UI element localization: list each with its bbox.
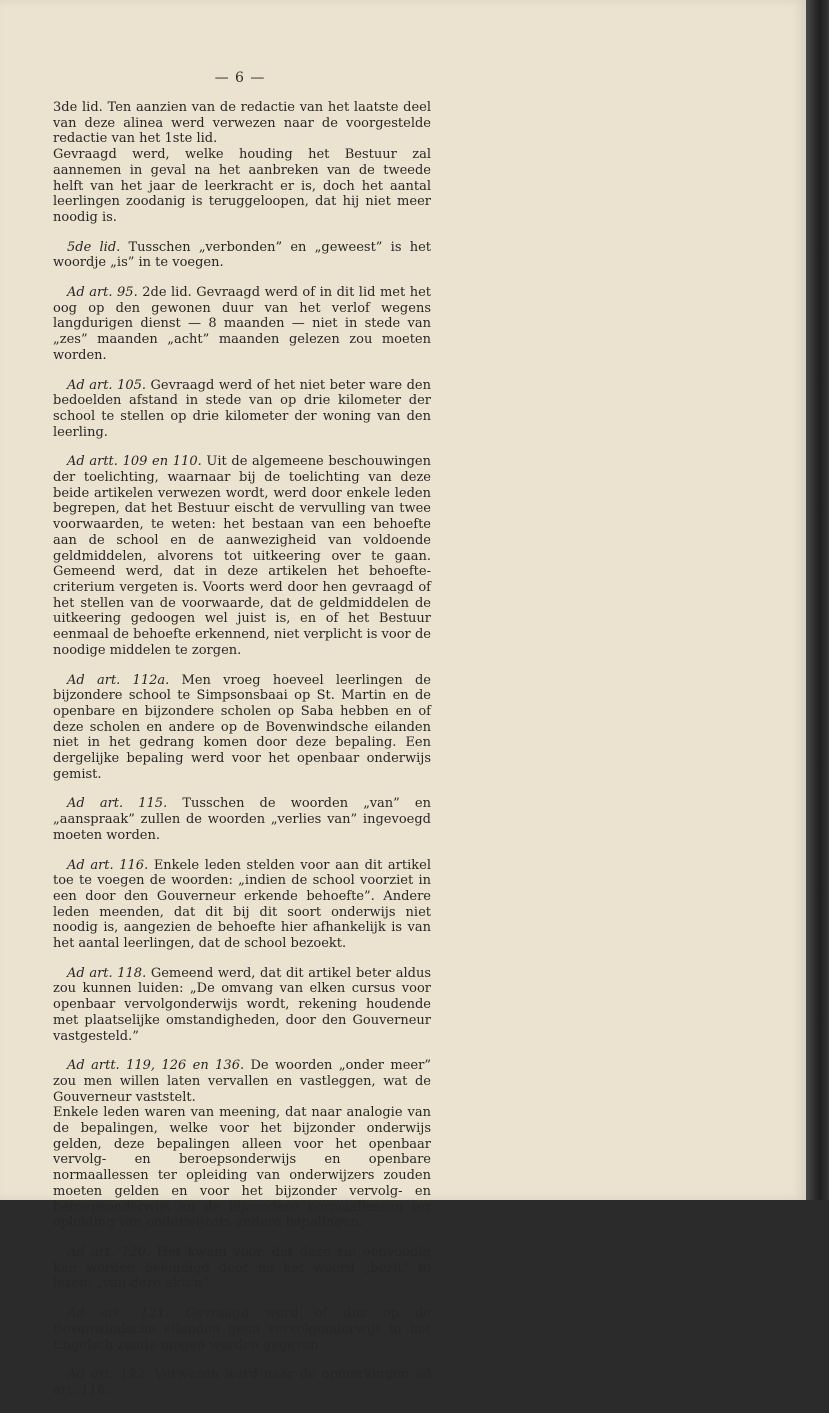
page-number: — 6 —: [214, 70, 266, 86]
article-reference: Ad art. 118.: [67, 965, 147, 981]
paragraph: Ad art. 95. 2de lid. Gevraagd werd of in dit lid met het oog op den gewonen duur van het verlof wegens langdurigen dienst — 8 maanden — niet in stede van „zes” maanden „acht” maanden gelezen zou moeten worden.: [53, 285, 431, 363]
article-reference: Ad art. 105.: [67, 377, 147, 393]
paragraph: Ad art. 121. Gevraagd werd of dus op de Bovenwindsche eilanden geen vervolgonderwijs in het Engelsch zoude mogen worden gegeven.: [53, 1306, 431, 1353]
paragraph: Ad art. 118. Gemeend werd, dat dit artikel beter aldus zou kunnen luiden: „De omvang van elken cursus voor openbaar vervolgonderwijs wordt, rekening houdende met plaatselijke omstandigheden, door den Gouverneur vastgesteld.”: [53, 965, 431, 1044]
paragraph: Ad art. 112a. Men vroeg hoeveel leerlingen de bijzondere school te Simpsonsbaai op St. Martin en de openbare en bijzondere scholen op Saba hebben en of deze scholen en andere op de Bovenwindsche eilanden niet in het gedrang komen door deze bepaling. Een dergelijke bepaling werd voor het openbaar onderwijs gemist.: [53, 672, 431, 782]
article-reference: Ad art. 120.: [67, 1245, 151, 1260]
paragraph: Ad art. 115. Tusschen de woorden „van” en „aanspraak” zullen de woorden „verlies van” ingevoegd moeten worden.: [53, 796, 431, 843]
article-reference: 5de lid.: [67, 239, 121, 255]
paragraph: Ad art. 120. Het kwam voor, dat deze zin eenvoudig kan worden beëindigd door na het woord „bezit” te lezen: „van deze akten”.: [53, 1245, 431, 1292]
article-reference: Ad art. 112a.: [67, 672, 170, 688]
article-reference: Ad art. 121.: [67, 1306, 170, 1322]
article-reference: Ad art. 116.: [67, 857, 149, 873]
paragraph: Ad artt. 109 en 110. Uit de algemeene beschouwingen der toelichting, waarnaar bij de toelichting van deze beide artikelen verwezen wordt, werd door enkele leden begrepen, dat het Bestuur eischt de vervulling van twee voorwaarden, te weten: het bestaan van een behoefte aan de school en de aanwezigheid van voldoende geldmiddelen, alvorens tot uitkeering over te gaan. Gemeend werd, dat in deze artikelen het behoefte-criterium vergeten is. Voorts werd door hen gevraagd of het stellen van de voorwaarde, dat de geldmiddelen de uitkeering gedoogen wel juist is, en of het Bestuur eenmaal de behoefte erkennend, niet verplicht is voor de noodige middelen te zorgen.: [53, 454, 431, 658]
article-reference: Ad artt. 119, 126 en 136.: [67, 1058, 245, 1074]
paragraph: Ad artt. 119, 126 en 136. De woorden „onder meer” zou men willen laten vervallen en vastleggen, wat de Gouverneur vaststelt.: [53, 1058, 431, 1105]
article-reference: Ad art. 115.: [67, 796, 168, 812]
paragraph: Ad art. 116. Enkele leden stelden voor aan dit artikel toe te voegen de woorden: „indien de school voorziet in een door den Gouverneur erkende behoefte”. Andere leden meenden, dat dit bij dit soort onderwijs niet noodig is, aangezien de behoefte hier afhankelijk is van het aantal leerlingen, dat de school bezoekt.: [53, 857, 431, 952]
paragraph: 5de lid. Tusschen „verbonden” en „geweest” is het woordje „is” in te voegen.: [53, 239, 431, 271]
article-reference: Ad art. 122.: [67, 1367, 149, 1383]
paragraph: Enkele leden waren van meening, dat naar analogie van de bepalingen, welke voor het bijzonder onderwijs gelden, deze bepalingen alleen voor het openbaar vervolg- en beroepsonderwijs en openbare normaallessen ter opleiding van onderwijzers zouden moeten gelden en voor het bijzonder vervolg- en beroepsonderwijs en de bijzondere normaallessen ter opleiding van onderwijzers andere bepalingen.: [53, 1105, 431, 1231]
article-reference: Ad art. 95.: [67, 285, 138, 301]
body-text: [53, 100, 431, 1413]
paragraph: Gevraagd werd, welke houding het Bestuur zal aannemen in geval na het aanbreken van de tweede helft van het jaar de leerkracht er is, doch het aantal leerlingen zoodanig is teruggeloopen, dat hij niet meer noodig is.: [53, 147, 431, 225]
paragraph: 3de lid. Ten aanzien van de redactie van het laatste deel van deze alinea werd verwezen naar de voorgestelde redactie van het 1ste lid.: [53, 100, 431, 147]
book-spine: [806, 0, 829, 1200]
paragraph: Ad art. 105. Gevraagd werd of het niet beter ware den bedoelden afstand in stede van op drie kilometer der school te stellen op drie kilometer der woning van den leerling.: [53, 377, 431, 440]
paragraph: Ad art. 122. Verwezen werd naar de opmerkingen ad art. 116.: [53, 1367, 431, 1398]
article-reference: Ad artt. 109 en 110.: [67, 454, 202, 470]
